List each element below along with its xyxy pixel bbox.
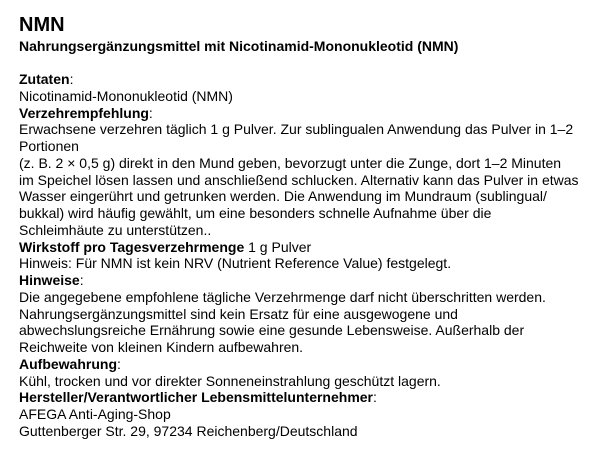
text-segment: : [373, 389, 377, 406]
text-segment: im Speichel lösen lassen und anschließend schlucken. Alternativ kann das Pulver in etwas [19, 171, 579, 188]
text-line [19, 71, 592, 88]
bold-text-segment: Zutaten [19, 71, 70, 87]
text-segment: bukkal) wird häufig gewählt, um eine besonders schnelle Aufnahme über die [19, 205, 492, 221]
text-line [19, 172, 592, 189]
text-line [19, 205, 592, 222]
bold-text-segment: Aufbewahrung [19, 355, 117, 372]
text-segment: abwechslungsreiche Ernährung sowie eine gesunde Lebensweise. Außerhalb der [19, 322, 525, 339]
text-segment: Nahrungsergänzungsmittel sind kein Ersatz für eine ausgewogene und [19, 305, 458, 322]
text-line [19, 121, 592, 138]
text-segment: : [69, 71, 74, 87]
bold-text-segment: Hersteller/Verantwortlicher Lebensmittelunternehmer [19, 389, 373, 406]
text-segment: Schleimhäute zu unterstützen.. [19, 221, 212, 238]
text-line [19, 88, 592, 105]
text-line [19, 138, 592, 155]
text-segment: Guttenberger Str. 29, 97234 Reichenberg/Deutschland [19, 422, 358, 439]
bold-text-segment: Verzehrempfehlung [19, 104, 149, 121]
text-segment: (z. B. 2 × 0,5 g) direkt in den Mund geben, bevorzugt unter die Zunge, dort 1–2 Minuten [19, 154, 562, 171]
text-segment: Nicotinamid-Mononukleotid (NMN) [19, 87, 233, 104]
text-line [19, 272, 592, 289]
text-line [19, 155, 592, 172]
text-segment: 1 g Pulver [244, 238, 312, 255]
page-title: NMN [19, 14, 65, 36]
page-subtitle: Nahrungsergänzungsmittel mit Nicotinamid-Mononukleotid (NMN) [19, 38, 459, 54]
text-segment: Hinweis: Für NMN ist kein NRV (Nutrient Reference Value) festgelegt. [19, 255, 452, 272]
text-segment: Kühl, trocken und vor direkter Sonneneinstrahlung geschützt lagern. [19, 372, 441, 389]
text-segment: : [79, 272, 84, 288]
text-line [19, 255, 592, 272]
text-segment: Portionen [19, 138, 79, 154]
text-line [19, 105, 592, 122]
text-line [19, 322, 592, 339]
text-segment: AFEGA Anti-Aging-Shop [19, 406, 171, 422]
text-line [19, 306, 592, 323]
text-line [19, 389, 592, 406]
bold-text-segment: Hinweise [19, 272, 80, 288]
text-segment: Wasser eingerührt und getrunken werden. Die Anwendung im Mundraum (sublingual/ [19, 188, 547, 205]
label-body-text [19, 71, 592, 440]
text-line [19, 373, 592, 390]
text-line [19, 356, 592, 373]
text-line [19, 222, 592, 239]
text-segment: : [117, 355, 121, 372]
text-line [19, 289, 592, 306]
text-line [19, 406, 592, 423]
text-line [19, 188, 592, 205]
text-segment: Reichweite von kleinen Kindern aufbewahren. [19, 339, 304, 355]
bold-text-segment: Wirkstoff pro Tagesverzehrmenge [19, 238, 245, 255]
text-segment: Erwachsene verzehren täglich 1 g Pulver. Zur sublingualen Anwendung das Pulver in 1–2 [19, 121, 574, 138]
text-segment: Die angegebene empfohlene tägliche Verzehrmenge darf nicht überschritten werden. [19, 288, 546, 305]
text-line [19, 239, 592, 256]
text-line [19, 339, 592, 356]
text-segment: : [148, 104, 153, 121]
text-line [19, 423, 592, 440]
blank-line-spacer [19, 55, 592, 71]
